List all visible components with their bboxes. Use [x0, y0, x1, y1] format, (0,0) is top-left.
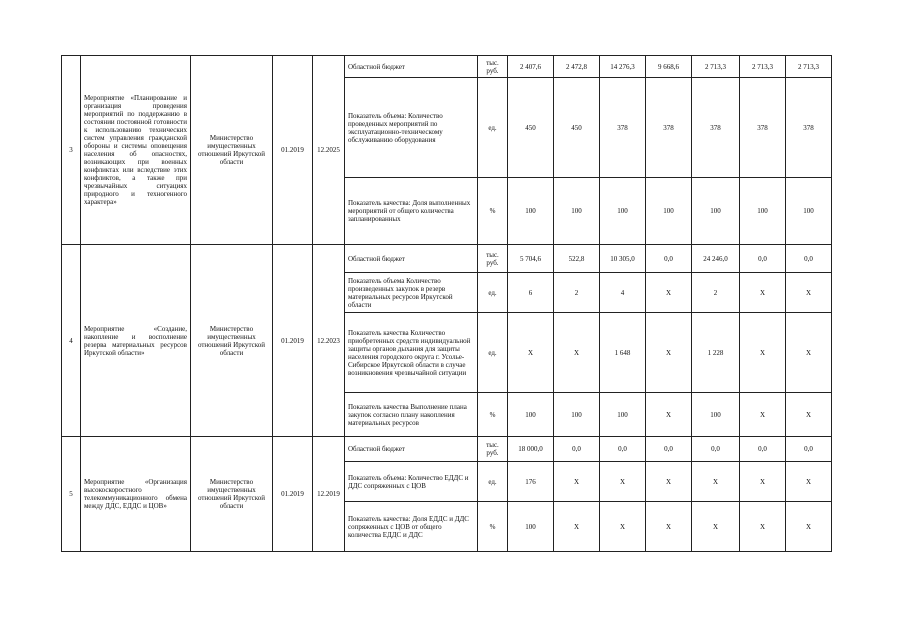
unit: ед.: [478, 78, 508, 178]
value-cell: 100: [786, 178, 832, 245]
value-cell: 2: [554, 273, 600, 313]
value-cell: 100: [692, 178, 740, 245]
value-cell: 2 407,6: [508, 56, 554, 78]
value-cell: Х: [508, 313, 554, 393]
value-cell: 100: [600, 178, 646, 245]
value-cell: 0,0: [646, 245, 692, 273]
value-cell: Х: [646, 462, 692, 502]
value-cell: 0,0: [786, 437, 832, 462]
unit: %: [478, 393, 508, 437]
value-cell: 100: [600, 393, 646, 437]
value-cell: 0,0: [554, 437, 600, 462]
value-cell: Х: [646, 393, 692, 437]
value-cell: Х: [740, 273, 786, 313]
value-cell: 378: [692, 78, 740, 178]
value-cell: Х: [740, 393, 786, 437]
indicator-source: Показатель качества: Доля ЕДДС и ДДС сопряженных с ЦОВ от общего количества ЕДДС и ДДС: [345, 502, 478, 552]
value-cell: Х: [554, 502, 600, 552]
value-cell: Х: [646, 273, 692, 313]
value-cell: Х: [600, 502, 646, 552]
unit: тыс. руб.: [478, 56, 508, 78]
value-cell: 1 228: [692, 313, 740, 393]
unit: ед.: [478, 273, 508, 313]
table-row: [62, 437, 832, 462]
row-number: 4: [62, 245, 81, 437]
start-date: 01.2019: [273, 437, 313, 552]
indicator-source: Показатель объема: Количество проведенных мероприятий по эксплуатационно-техническому обслуживанию оборудования: [345, 78, 478, 178]
executor: Министерство имущественных отношений Иркутской области: [191, 437, 273, 552]
value-cell: 522,8: [554, 245, 600, 273]
value-cell: 2 713,3: [740, 56, 786, 78]
value-cell: 1 648: [600, 313, 646, 393]
value-cell: 176: [508, 462, 554, 502]
unit: ед.: [478, 313, 508, 393]
value-cell: 450: [508, 78, 554, 178]
value-cell: 0,0: [600, 437, 646, 462]
table-row: [62, 56, 832, 78]
value-cell: Х: [740, 313, 786, 393]
program-table: [61, 55, 832, 552]
executor: Министерство имущественных отношений Иркутской области: [191, 245, 273, 437]
end-date: 12.2019: [313, 437, 345, 552]
value-cell: 100: [508, 178, 554, 245]
value-cell: 0,0: [646, 437, 692, 462]
end-date: 12.2025: [313, 56, 345, 245]
value-cell: Х: [786, 393, 832, 437]
table-row: [62, 245, 832, 273]
unit: тыс. руб.: [478, 245, 508, 273]
value-cell: 9 668,6: [646, 56, 692, 78]
value-cell: Х: [646, 313, 692, 393]
value-cell: 100: [554, 178, 600, 245]
value-cell: 378: [646, 78, 692, 178]
value-cell: 100: [692, 393, 740, 437]
indicator-source: Областной бюджет: [345, 437, 478, 462]
value-cell: 100: [508, 502, 554, 552]
value-cell: 2 713,3: [692, 56, 740, 78]
row-number: 3: [62, 56, 81, 245]
value-cell: Х: [740, 462, 786, 502]
start-date: 01.2019: [273, 245, 313, 437]
unit: %: [478, 178, 508, 245]
indicator-source: Областной бюджет: [345, 245, 478, 273]
value-cell: Х: [786, 502, 832, 552]
value-cell: 2: [692, 273, 740, 313]
value-cell: 0,0: [786, 245, 832, 273]
value-cell: 18 000,0: [508, 437, 554, 462]
value-cell: Х: [786, 462, 832, 502]
value-cell: 0,0: [740, 437, 786, 462]
value-cell: Х: [554, 313, 600, 393]
value-cell: Х: [692, 462, 740, 502]
indicator-source: Показатель качества Количество приобретенных средств индивидуальной защиты органов дыхания для защиты населения городского округа г. Усолье-Сибирское Иркутской области в случае возникновения чрезвычайной ситуации: [345, 313, 478, 393]
value-cell: 5 704,6: [508, 245, 554, 273]
unit: тыс. руб.: [478, 437, 508, 462]
value-cell: 0,0: [692, 437, 740, 462]
indicator-source: Показатель качества Выполнение плана закупок согласно плану накопления материальных ресурсов: [345, 393, 478, 437]
value-cell: 100: [508, 393, 554, 437]
indicator-source: Показатель объема: Количество ЕДДС и ДДС сопряженных с ЦОВ: [345, 462, 478, 502]
value-cell: Х: [786, 313, 832, 393]
value-cell: 378: [740, 78, 786, 178]
measure-description: Мероприятие «Создание, накопление и восполнение резерва материальных ресурсов Иркутской области»: [81, 245, 191, 437]
value-cell: 24 246,0: [692, 245, 740, 273]
value-cell: 10 305,0: [600, 245, 646, 273]
value-cell: 14 276,3: [600, 56, 646, 78]
table-body: [62, 56, 832, 552]
unit: ед.: [478, 462, 508, 502]
value-cell: Х: [646, 502, 692, 552]
value-cell: 100: [554, 393, 600, 437]
value-cell: 378: [786, 78, 832, 178]
indicator-source: Показатель объема Количество произведенных закупок в резерв материальных ресурсов Иркутской области: [345, 273, 478, 313]
value-cell: 100: [740, 178, 786, 245]
value-cell: Х: [554, 462, 600, 502]
value-cell: 378: [600, 78, 646, 178]
value-cell: Х: [786, 273, 832, 313]
unit: %: [478, 502, 508, 552]
executor: Министерство имущественных отношений Иркутской области: [191, 56, 273, 245]
value-cell: Х: [740, 502, 786, 552]
value-cell: 450: [554, 78, 600, 178]
measure-description: Мероприятие «Планирование и организация проведения мероприятий по поддержанию в состоянии постоянной готовности к использованию технических систем управления гражданской обороны и системы оповещения населения об опасностях, возникающих при военных конфликтах или вследствие этих конфликтов, а также при чрезвычайных ситуациях природного и техногенного характера»: [81, 56, 191, 245]
value-cell: 100: [646, 178, 692, 245]
value-cell: 4: [600, 273, 646, 313]
value-cell: 0,0: [740, 245, 786, 273]
start-date: 01.2019: [273, 56, 313, 245]
end-date: 12.2023: [313, 245, 345, 437]
indicator-source: Областной бюджет: [345, 56, 478, 78]
value-cell: 2 713,3: [786, 56, 832, 78]
value-cell: Х: [692, 502, 740, 552]
indicator-source: Показатель качества: Доля выполненных мероприятий от общего количества запланированных: [345, 178, 478, 245]
measure-description: Мероприятие «Организация высокоскоростного телекоммуникационного обмена между ДДС, ЕДДС и ЦОВ»: [81, 437, 191, 552]
row-number: 5: [62, 437, 81, 552]
value-cell: 2 472,8: [554, 56, 600, 78]
value-cell: 6: [508, 273, 554, 313]
value-cell: Х: [600, 462, 646, 502]
